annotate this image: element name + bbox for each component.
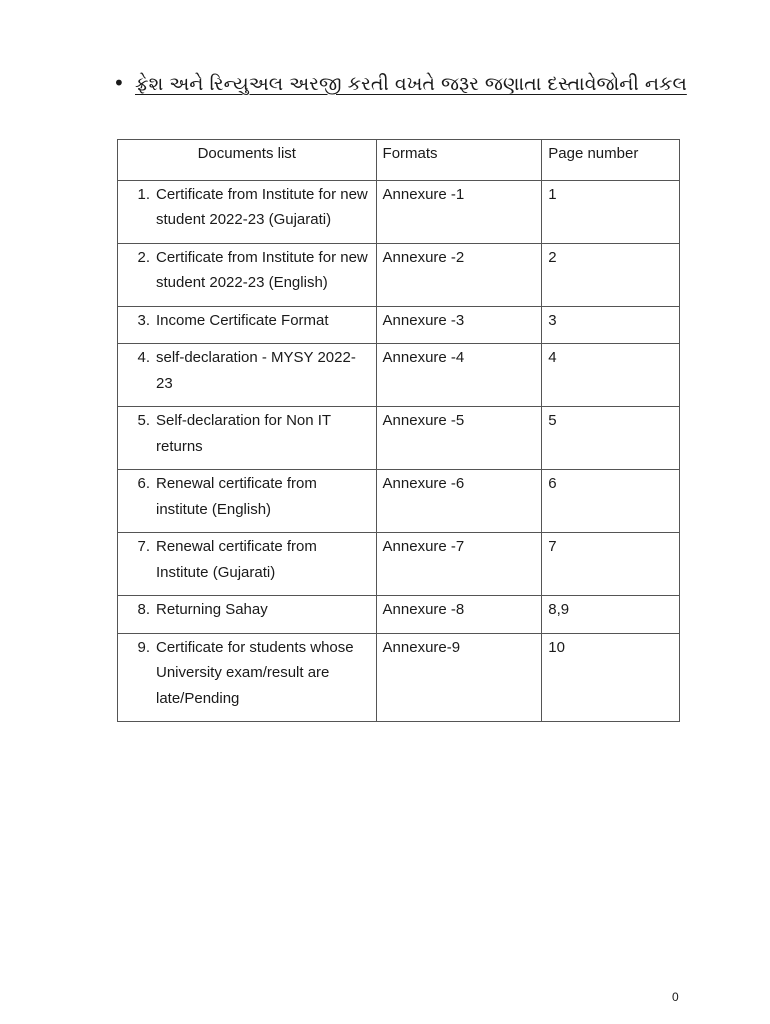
row-number: 4. (137, 349, 150, 366)
table-row (118, 470, 680, 533)
row-number: 2. (137, 248, 150, 266)
format-cell: Annexure -2 (376, 243, 542, 306)
doc-name: Renewal certificate from institute (English) (156, 475, 317, 518)
table-row (118, 306, 680, 344)
row-number: 1. (137, 185, 150, 203)
row-number: 7. (137, 538, 150, 555)
table-header-row (118, 140, 680, 181)
doc-cell (118, 306, 377, 344)
page-cell: 4 (542, 344, 680, 407)
doc-cell (118, 180, 377, 243)
table-row (118, 407, 680, 470)
doc-name: Self-declaration for Non IT returns (156, 412, 331, 455)
page-cell: 8,9 (542, 596, 680, 634)
doc-cell (118, 596, 377, 634)
table-row (118, 243, 680, 306)
format-cell: Annexure -5 (376, 407, 542, 470)
doc-cell (118, 407, 377, 470)
format-cell: Annexure -3 (376, 306, 542, 344)
page-cell: 3 (542, 306, 680, 344)
doc-name: self-declaration - MYSY 2022-23 (156, 349, 356, 392)
bullet-icon: • (113, 71, 125, 95)
section-heading (113, 68, 713, 99)
doc-cell (118, 633, 377, 722)
format-cell: Annexure -8 (376, 596, 542, 634)
page-cell: 1 (542, 180, 680, 243)
format-cell: Annexure -7 (376, 533, 542, 596)
doc-cell (118, 243, 377, 306)
doc-name: Returning Sahay (156, 601, 268, 618)
doc-name: Certificate from Institute for new student 2022-23 (Gujarati) (156, 185, 368, 228)
page-cell: 10 (542, 633, 680, 722)
header-page-number: Page number (542, 140, 680, 181)
page-cell: 2 (542, 243, 680, 306)
doc-name: Certificate from Institute for new student 2022-23 (English) (156, 248, 368, 291)
documents-table (117, 139, 680, 722)
doc-name: Renewal certificate from Institute (Gujarati) (156, 538, 317, 581)
page-cell: 5 (542, 407, 680, 470)
row-number: 5. (137, 412, 150, 429)
format-cell: Annexure -1 (376, 180, 542, 243)
row-number: 8. (137, 601, 150, 618)
header-documents-list: Documents list (118, 140, 377, 181)
format-cell: Annexure-9 (376, 633, 542, 722)
page-cell: 6 (542, 470, 680, 533)
doc-name: Certificate for students whose University exam/result are late/Pending (156, 638, 354, 707)
row-number: 9. (137, 638, 150, 656)
table-row (118, 180, 680, 243)
heading-text: ફ્રેશ અને રિન્યુઅલ અરજી કરતી વખતે જરૂર જણાતા દસ્તાવેજોની નકલ (135, 73, 687, 95)
doc-cell (118, 533, 377, 596)
table-row (118, 633, 680, 722)
page-number: 0 (672, 990, 679, 1004)
doc-name: Income Certificate Format (156, 311, 329, 329)
page-cell: 7 (542, 533, 680, 596)
table-row (118, 533, 680, 596)
doc-cell (118, 344, 377, 407)
format-cell: Annexure -6 (376, 470, 542, 533)
row-number: 6. (137, 475, 150, 492)
table-row (118, 596, 680, 634)
table-row (118, 344, 680, 407)
header-formats: Formats (376, 140, 542, 181)
format-cell: Annexure -4 (376, 344, 542, 407)
doc-cell (118, 470, 377, 533)
row-number: 3. (137, 311, 150, 329)
